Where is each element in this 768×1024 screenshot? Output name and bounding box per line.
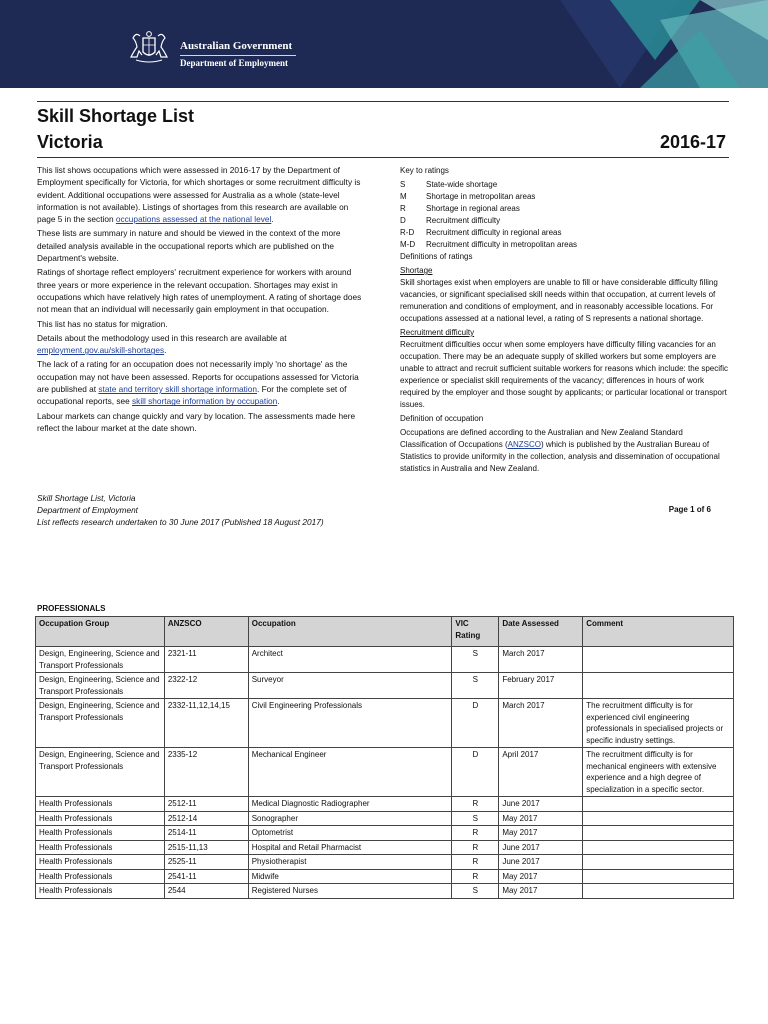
cell-occupation: Registered Nurses (248, 884, 452, 899)
key-item (400, 179, 732, 191)
cell-anzsco: 2514-11 (164, 826, 248, 841)
occupation-table (35, 616, 734, 899)
wordmark-divider (180, 55, 296, 56)
year-label: 2016-17 (659, 132, 726, 152)
key-label: Recruitment difficulty (426, 216, 501, 225)
cell-comment: The recruitment difficulty is for experienced civil engineering professionals in specialised projects or specific industry settings. (583, 699, 734, 748)
cell-comment (583, 673, 734, 699)
cell-anzsco: 2541-11 (164, 869, 248, 884)
key-code: R (400, 204, 406, 213)
cell-anzsco: 2321-11 (164, 647, 248, 673)
cell-rating: R (452, 869, 499, 884)
cell-occupation-group: Health Professionals (36, 797, 165, 812)
cell-occupation-group: Health Professionals (36, 855, 165, 870)
cell-anzsco: 2525-11 (164, 855, 248, 870)
recruitment-difficulty-definition: Recruitment difficulties occur when some employers have difficulty filling vacancies for an occupation. There may be an adequate supply of skilled workers but some employers are unable to attract and recruit sufficient suitable workers for reasons which include: the specific experience or specialist skill requirements of the vacancy; differences in hours of work required by the employer and those sought by applicants; or particular locational or transport issues. (400, 340, 729, 409)
state-title: Victoria (37, 132, 103, 152)
cell-occupation-group: Health Professionals (36, 884, 165, 899)
government-name: Australian Government (180, 40, 293, 52)
cell-rating: S (452, 673, 499, 699)
table-row (36, 811, 734, 826)
cell-rating: D (452, 748, 499, 797)
table-row (36, 797, 734, 812)
shortage-definition: Skill shortages exist when employers are unable to fill or have considerable difficulty filling vacancies, or significant specialised skill needs within that occupation, at current levels of remuneration and conditions of employment, and in reasonably accessible locations. For occupations assessed at a national level, a rating of S represents a national shortage. (400, 278, 718, 323)
occupation-info-link[interactable]: skill shortage information by occupation (132, 396, 278, 407)
cell-comment (583, 840, 734, 855)
cell-rating: R (452, 840, 499, 855)
table-row (36, 869, 734, 884)
title-top-rule (37, 101, 729, 102)
table-row (36, 673, 734, 699)
cell-date-assessed: April 2017 (499, 748, 583, 797)
coat-of-arms-icon (126, 30, 172, 64)
key-item (400, 191, 732, 203)
key-code: M (400, 192, 407, 201)
key-item (400, 215, 732, 227)
table-row (36, 884, 734, 899)
header-banner (0, 0, 768, 88)
intro-paragraph: These lists are summary in nature and should be viewed in the context of the more detailed analysis available in the occupational reports which are published on the Department's website. (37, 228, 341, 264)
cell-date-assessed: May 2017 (499, 826, 583, 841)
meta-line: Skill Shortage List, Victoria (37, 493, 136, 503)
cell-anzsco: 2512-11 (164, 797, 248, 812)
cell-anzsco: 2322-12 (164, 673, 248, 699)
key-label: State-wide shortage (426, 180, 498, 189)
cell-occupation: Midwife (248, 869, 452, 884)
intro-column (37, 164, 369, 436)
cell-rating: R (452, 797, 499, 812)
cell-occupation: Medical Diagnostic Radiographer (248, 797, 452, 812)
cell-anzsco: 2515-11,13 (164, 840, 248, 855)
cell-comment (583, 797, 734, 812)
header-date-assessed: Date Assessed (499, 617, 583, 647)
cell-rating: S (452, 647, 499, 673)
intro-paragraph: The lack of a rating for an occupation does not necessarily imply 'no shortage' as the occupation may not have been assessed. Reports for occupations assessed for Victoria are published at state and territory skill shortage information. For the complete set of occupational reports, see skill shortage information by occupation. (37, 359, 359, 407)
cell-rating: S (452, 811, 499, 826)
cell-anzsco: 2332-11,12,14,15 (164, 699, 248, 748)
cell-anzsco: 2335-12 (164, 748, 248, 797)
cell-comment (583, 869, 734, 884)
cell-comment (583, 811, 734, 826)
cell-date-assessed: May 2017 (499, 869, 583, 884)
cell-date-assessed: June 2017 (499, 855, 583, 870)
cell-comment (583, 884, 734, 899)
cell-occupation-group: Health Professionals (36, 869, 165, 884)
header-vic-rating: VIC Rating (452, 617, 499, 647)
cell-date-assessed: May 2017 (499, 811, 583, 826)
state-territory-link[interactable]: state and territory skill shortage information (98, 384, 257, 395)
cell-comment (583, 647, 734, 673)
decorative-triangles (0, 0, 768, 88)
title-bottom-rule (37, 157, 729, 158)
anzsco-link[interactable]: ANZSCO (507, 440, 541, 449)
cell-occupation-group: Health Professionals (36, 826, 165, 841)
cell-comment (583, 826, 734, 841)
government-wordmark (180, 40, 296, 69)
cell-occupation-group: Design, Engineering, Science and Transport Professionals (36, 647, 165, 673)
table-row (36, 826, 734, 841)
cell-date-assessed: June 2017 (499, 840, 583, 855)
cell-date-assessed: May 2017 (499, 884, 583, 899)
cell-comment (583, 855, 734, 870)
methodology-link[interactable]: employment.gov.au/skill-shortages (37, 345, 165, 356)
table-row (36, 748, 734, 797)
cell-occupation: Surveyor (248, 673, 452, 699)
shortage-subheading: Shortage (400, 266, 433, 275)
page-number: Page 1 of 6 (668, 505, 711, 514)
cell-occupation: Optometrist (248, 826, 452, 841)
cell-occupation: Mechanical Engineer (248, 748, 452, 797)
national-level-link[interactable]: occupations assessed at the national level (115, 214, 272, 225)
cell-rating: D (452, 699, 499, 748)
cell-anzsco: 2544 (164, 884, 248, 899)
cell-occupation-group: Health Professionals (36, 840, 165, 855)
table-header-row (36, 617, 734, 647)
table-row (36, 699, 734, 748)
table-row (36, 855, 734, 870)
department-name: Department of Employment (180, 58, 288, 68)
key-code: R-D (400, 228, 415, 237)
definitions-heading: Definitions of ratings (400, 252, 473, 261)
cell-rating: S (452, 884, 499, 899)
header-comment: Comment (583, 617, 734, 647)
cell-occupation: Architect (248, 647, 452, 673)
intro-paragraph: Labour markets can change quickly and vary by location. The assessments made here reflect the labour market at the date shown. (37, 410, 356, 433)
cell-occupation: Civil Engineering Professionals (248, 699, 452, 748)
section-heading: PROFESSIONALS (37, 604, 106, 613)
header-occupation: Occupation (248, 617, 452, 647)
cell-occupation: Physiotherapist (248, 855, 452, 870)
key-item (400, 203, 732, 215)
key-label: Shortage in regional areas (426, 204, 520, 213)
intro-paragraph: This list has no status for migration. (37, 318, 168, 329)
ratings-key-column (400, 165, 732, 477)
key-code: M-D (400, 240, 416, 249)
cell-rating: R (452, 826, 499, 841)
meta-line: List reflects research undertaken to 30 June 2017 (Published 18 August 2017) (37, 517, 324, 527)
key-code: S (400, 180, 406, 189)
cell-occupation-group: Design, Engineering, Science and Transport Professionals (36, 699, 165, 748)
cell-comment: The recruitment difficulty is for mechanical engineers with extensive experience and a high degree of specialization in a specific sector. (583, 748, 734, 797)
cell-occupation: Hospital and Retail Pharmacist (248, 840, 452, 855)
key-heading: Key to ratings (400, 166, 449, 175)
document-meta (37, 492, 324, 528)
cell-occupation-group: Design, Engineering, Science and Transport Professionals (36, 673, 165, 699)
key-item (400, 227, 732, 239)
key-label: Recruitment difficulty in regional areas (426, 228, 562, 237)
cell-occupation: Sonographer (248, 811, 452, 826)
occupation-definition: Occupations are defined according to the Australian and New Zealand Standard Classification of Occupations (ANZSCO) which is published by the Australian Bureau of Statistics to provide uniformity in the collection, analysis and dissemination of occupational statistics in Australia and New Zealand. (400, 428, 720, 473)
key-label: Shortage in metropolitan areas (426, 192, 536, 201)
key-code: D (400, 216, 406, 225)
intro-paragraph: Details about the methodology used in this research are available at employment.gov.au/skill-shortages. (37, 332, 287, 356)
document-title: Skill Shortage List (37, 106, 195, 126)
intro-paragraph: Ratings of shortage reflect employers' recruitment experience for workers with around three years or more experience in the relevant occupation. Shortages may exist in occupations which have relatively high rates of unemployment. A rating of shortage does not mean that an individual will necessarily gain employment in that occupation. (37, 267, 362, 315)
cell-date-assessed: March 2017 (499, 699, 583, 748)
table-row (36, 840, 734, 855)
header-occupation-group: Occupation Group (36, 617, 165, 647)
cell-date-assessed: June 2017 (499, 797, 583, 812)
table-row (36, 647, 734, 673)
key-list (400, 179, 732, 251)
header-anzsco: ANZSCO (164, 617, 248, 647)
intro-paragraph: This list shows occupations which were assessed in 2016-17 by the Department of Employment specifically for Victoria, for which shortages or some recruitment difficulty is evident. Additional occupations were assessed for Australia as a whole (state-level information is not available). Listings of shortages from this research are available on page 5 in the section occupations assessed at the national level. (37, 165, 361, 225)
recruitment-difficulty-subheading: Recruitment difficulty (400, 328, 475, 337)
key-label: Recruitment difficulty in metropolitan areas (426, 240, 578, 249)
key-item (400, 239, 732, 251)
meta-line: Department of Employment (37, 505, 138, 515)
cell-anzsco: 2512-14 (164, 811, 248, 826)
cell-occupation-group: Health Professionals (36, 811, 165, 826)
cell-date-assessed: February 2017 (499, 673, 583, 699)
cell-date-assessed: March 2017 (499, 647, 583, 673)
cell-rating: R (452, 855, 499, 870)
occupation-definition-heading: Definition of occupation (400, 414, 484, 423)
table-body (36, 647, 734, 899)
cell-occupation-group: Design, Engineering, Science and Transport Professionals (36, 748, 165, 797)
